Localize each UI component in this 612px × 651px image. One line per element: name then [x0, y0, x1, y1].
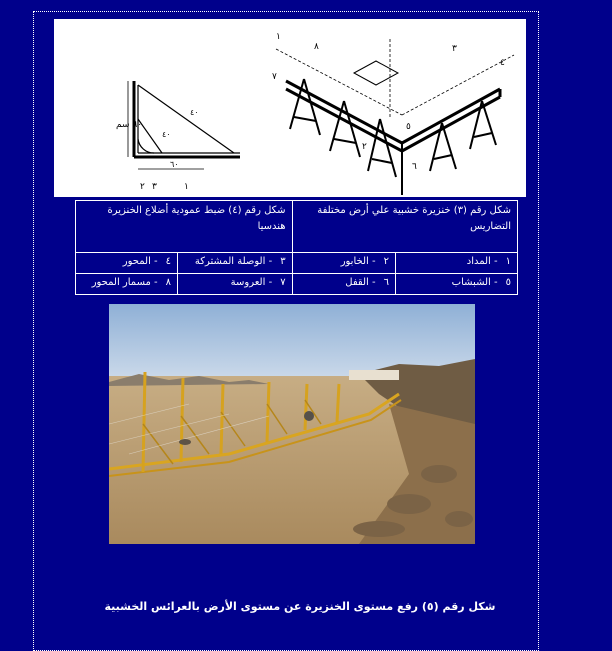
right-angle-diagram [128, 81, 240, 169]
legend-item: ٨- مسمار المحور [76, 273, 178, 294]
figure-3-4-drawing [54, 19, 526, 197]
legend-item: ٣- الوصلة المشتركة [178, 252, 293, 273]
legend-row-2 [76, 273, 518, 294]
legend-row-1 [76, 252, 518, 273]
site-photo [109, 304, 475, 544]
frame-label-3: ٣ [452, 44, 457, 54]
caption-table [75, 200, 518, 295]
figure-4-caption: شكل رقم (٤) ضبط عمودية أضلاع الخنزيرة هندسيا [107, 205, 286, 232]
label-height: ٦٠ سم [116, 120, 143, 130]
frame-label-7: ٧ [272, 72, 277, 82]
label-hyp: ٤٠ [190, 108, 199, 117]
frame-label-1: ١ [276, 32, 281, 42]
center-square [354, 61, 398, 85]
label-base: ٦٠ [170, 160, 179, 169]
legend-item: ٢- الخابور [292, 252, 395, 273]
figure-3-caption-cell [292, 201, 517, 253]
label-1: ١ [184, 182, 189, 192]
frame-label-5: ٥ [406, 122, 411, 132]
figure-3-caption: شكل رقم (٣) خنزيرة خشبية علي أرض مختلفة التضاريس [317, 205, 511, 232]
figure-4-caption-cell [76, 201, 293, 253]
legend-item: ٤- المحور [76, 252, 178, 273]
frame-label-2: ٢ [362, 142, 367, 152]
frame-label-4: ٤ [500, 58, 505, 68]
label-3: ٣ [152, 182, 157, 192]
label-2: ٢ [140, 182, 145, 192]
legend-item: ٥- الشبشاب [395, 273, 517, 294]
figure-5-caption: شكل رقم (٥) رفع مستوى الخنزيرة عن مستوى الأرض بالعرائس الخشبية [104, 600, 496, 613]
legend-item: ٦- القفل [292, 273, 395, 294]
frame-label-6: ٦ [412, 162, 417, 172]
legend-item: ٧- العروسة [178, 273, 293, 294]
legend-item: ١- المداد [395, 252, 517, 273]
frame-label-8: ٨ [314, 42, 319, 52]
batter-board-frame [286, 81, 500, 151]
technical-drawing [54, 19, 526, 197]
construction-site-photo [109, 304, 475, 544]
label-diag: ٤٠ [162, 130, 171, 139]
